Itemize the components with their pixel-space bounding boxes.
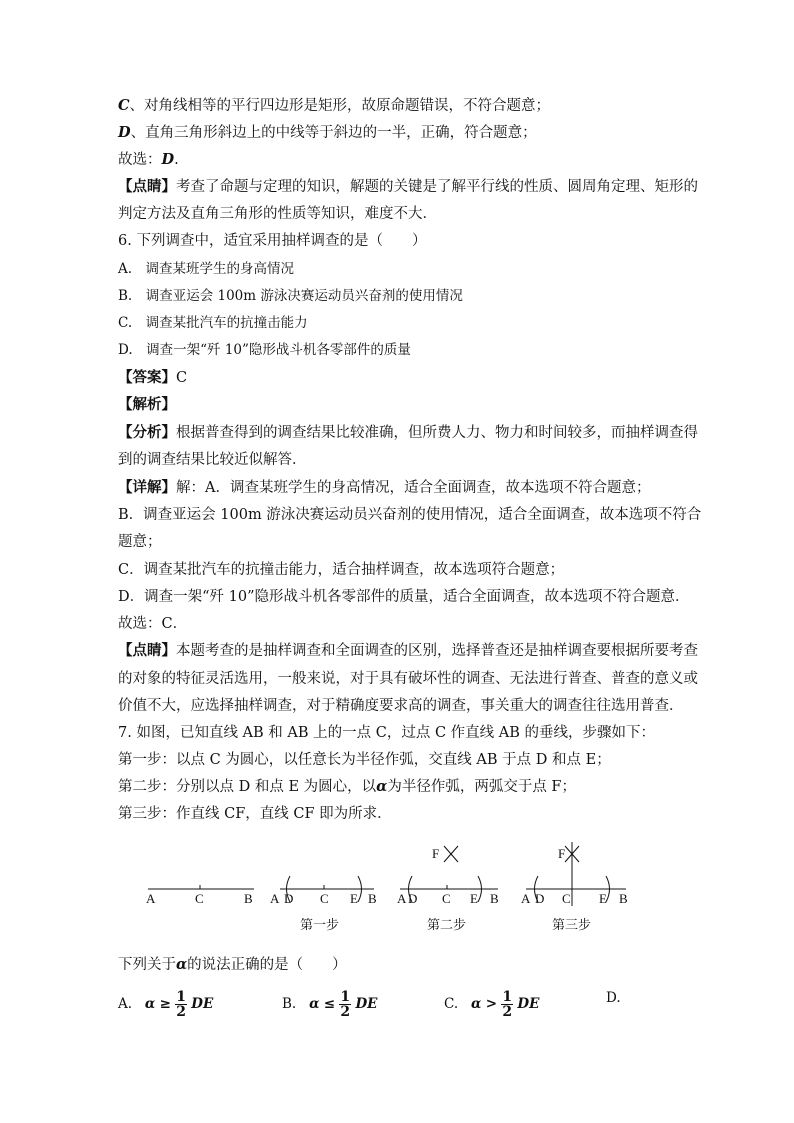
question-6-choose: 故选：C． [118,616,188,632]
question-6-option-b: B. 调查亚运会 100m 游泳决赛运动员兴奋剂的使用情况 [118,288,463,304]
option-tail: DE [517,996,540,1012]
option-c-explanation [118,96,550,116]
xiangjie-tag: 【详解】 [118,479,176,496]
option-tail: DE [355,996,378,1012]
label-e: E [470,891,478,906]
label-b: B [244,891,253,906]
label-a: A [270,891,280,906]
fenxi-tag: 【分析】 [118,424,176,441]
xiangjie-line: B．调查亚运会 100m 游泳决赛运动员兴奋剂的使用情况，适合全面调查，故本选项不符合 [118,507,702,523]
dianjing-text: 考查了命题与定理的知识，解题的关键是了解平行线的性质、圆周角定理、矩形的 [176,179,698,195]
construction-figure [140,840,640,940]
label-c: C [320,891,329,906]
option-letter: D [118,124,131,141]
dianjing-text: 本题考查的是抽样调查和全面调查的区别，选择普查还是抽样调查要根据所要考查 [176,643,698,659]
question-7-stem: 7. 如图，已知直线 AB 和 AB 上的一点 C，过点 C 作直线 AB 的垂线，步骤如下： [118,725,655,741]
option-letter: D. [606,990,621,1006]
choose-suffix: . [174,152,179,168]
alpha-symbol: α [176,956,188,973]
option-text: 、直角三角形斜边上的中线等于斜边的一半，正确，符合题意； [130,125,537,141]
label-c: C [442,891,451,906]
question-7-option-d [606,990,621,1006]
step-2 [118,777,576,797]
fenxi-paragraph [118,423,698,443]
question-6-option-d: D. 调查一架“歼 10”隐形战斗机各零部件的质量 [118,342,411,358]
fraction-denominator: 2 [502,1004,513,1020]
question-7-option-b [282,990,377,1019]
relation-symbol: > [485,996,498,1012]
alpha-symbol: α [376,778,388,795]
fenxi-line: 到的调查结果比较近似解答． [118,452,307,468]
question-7-option-a [118,990,213,1019]
step-1: 第一步：以点 C 为圆心，以任意长为半径作弧，交直线 AB 于点 D 和点 E； [118,752,611,768]
step-2-text: 为半径作弧，两弧交于点 F； [387,779,576,795]
choose-prefix: 故选： [118,152,162,168]
option-letter: C. [444,996,459,1012]
fraction-numerator: 1 [502,989,513,1005]
analysis-label: 【解析】 [118,396,176,413]
step-2-text: 第二步：分别以点 D 和点 E 为圆心，以 [118,779,377,795]
dianjing-line: 判定方法及直角三角形的性质等知识，难度不大． [118,206,437,222]
xiangjie-text: 解：A．调查某班学生的身高情况，适合全面调查，故本选项不符合题意； [176,480,651,496]
xiangjie-line: 题意； [118,534,162,550]
answer-tag: 【答案】 [118,369,176,386]
dianjing-line: 的对象的特征灵活选用，一般来说，对于具有破坏性的调查、无法进行普查、普查的意义或 [118,671,698,687]
option-d-explanation [118,123,537,143]
dianjing-tag: 【点睛】 [118,178,176,195]
dianjing-line: 价值不大，应选择抽样调查，对于精确度要求高的调查，事关重大的调查往往选用普查． [118,698,684,714]
question-7-prompt [118,955,347,975]
question-6-stem: 6. 下列调查中，适宜采用抽样调查的是（ ） [118,233,427,249]
question-7-option-c [444,990,539,1019]
fraction-numerator: 1 [340,989,351,1005]
label-a: A [521,891,531,906]
option-letter: A. [118,996,133,1012]
prompt-text: 下列关于 [118,957,176,973]
analysis-tag [118,395,176,415]
xiangjie-paragraph [118,478,650,498]
dianjing-tag: 【点睛】 [118,642,176,659]
label-a: A [146,891,156,906]
fraction-denominator: 2 [340,1004,351,1020]
fraction [175,990,187,1019]
relation-symbol: ≥ [159,996,171,1012]
option-text: 、对角线相等的平行四边形是矩形，故原命题错误，不符合题意； [129,98,551,114]
label-a: A [397,891,407,906]
label-d: D [408,891,418,906]
label-e: E [599,891,607,906]
label-d: D [535,891,545,906]
fraction [501,990,513,1019]
xiangjie-line: C．调查某批汽车的抗撞击能力，适合抽样调查，故本选项符合题意； [118,562,565,578]
xiangjie-line: D．调查一架“歼 10”隐形战斗机各零部件的质量，适合全面调查，故本选项不符合题意． [118,589,690,605]
alpha-symbol: α [471,996,482,1012]
dianjing-paragraph [118,641,698,661]
question-6-option-c: C. 调查某批汽车的抗撞击能力 [118,315,308,331]
answer-line [118,368,187,388]
option-letter: B. [282,996,297,1012]
label-b: B [619,891,628,906]
label-f: F [432,846,440,861]
fraction-denominator: 2 [176,1004,186,1020]
option-tail: DE [191,996,214,1012]
label-c: C [195,891,204,906]
caption-step-2: 第二步 [427,917,467,932]
label-d: D [284,891,294,906]
relation-symbol: ≤ [323,996,336,1012]
label-b: B [490,891,499,906]
fraction-numerator: 1 [176,989,186,1005]
alpha-symbol: α [144,996,156,1012]
label-e: E [350,891,358,906]
label-c: C [562,891,571,906]
answer-value: C [176,370,188,386]
alpha-symbol: α [309,996,320,1012]
caption-step-3: 第三步 [552,917,592,932]
previous-answer-choice [118,150,179,170]
fenxi-text: 根据普查得到的调查结果比较准确，但所费人力、物力和时间较多，而抽样调查得 [176,425,698,441]
fraction [339,990,351,1019]
option-letter: C [118,97,130,114]
prompt-text: 的说法正确的是（ ） [187,957,347,973]
question-6-option-a: A. 调查某班学生的身高情况 [118,261,295,277]
label-b: B [368,891,377,906]
caption-step-1: 第一步 [300,917,340,932]
step-3: 第三步：作直线 CF，直线 CF 即为所求． [118,806,392,822]
label-f: F [558,846,566,861]
choose-letter: D [161,151,175,168]
dianjing-paragraph [118,177,698,197]
